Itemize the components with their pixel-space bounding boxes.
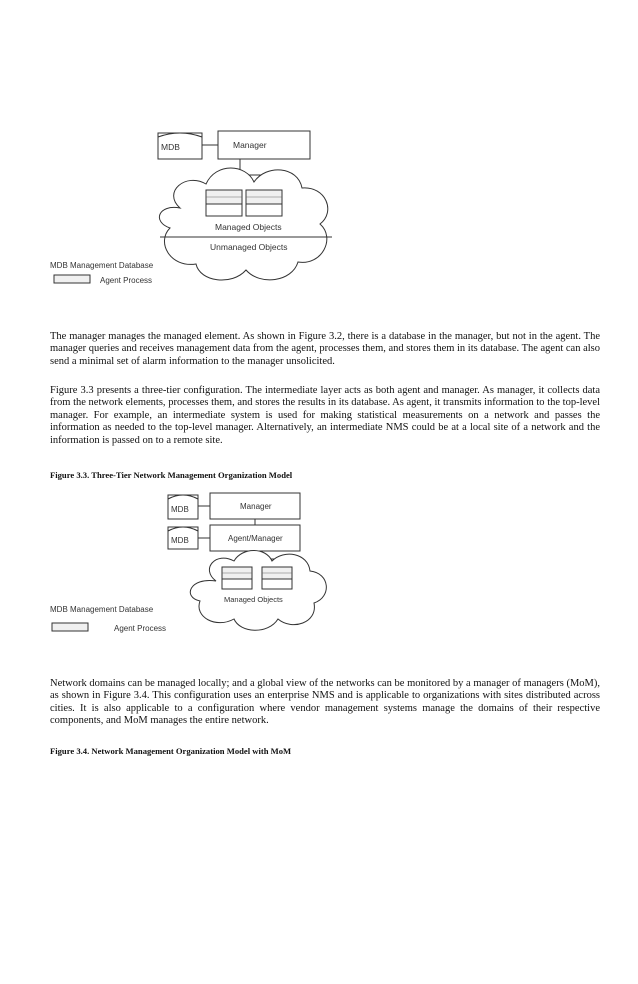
mdb-label: MDB — [171, 536, 189, 545]
body-paragraph: Figure 3.3 presents a three-tier configuration. The intermediate layer acts as both agent and manager. As manager, it collects data from the network elements, processes them, and stores the results in its database. As agent, it transmits information to the top-level manager. For example, an intermediate system is used for making statistical measurements on a network and passes the information as needed to the top-level manager. Alternatively, an intermediate NMS could be at a local site of a network and the information is passed on to a remote site. — [50, 385, 600, 446]
figure-caption: Figure 3.4. Network Management Organization Model with MoM — [50, 746, 292, 756]
figure-caption: Figure 3.3. Three-Tier Network Management Organization Model — [50, 470, 293, 480]
figure-three-tier-diagram — [40, 485, 340, 645]
mdb-label: MDB — [161, 142, 180, 152]
body-paragraph: The manager manages the managed element. As shown in Figure 3.2, there is a database in the manager, but not in the agent. The manager queries and receives management data from the agent, processes them, and stores them in its database. The agent can also send a minimal set of alarm information to the manager unsolicited. — [50, 331, 600, 367]
legend-agent-swatch — [54, 275, 90, 283]
manager-label: Manager — [240, 502, 272, 511]
managed-objects-label: Managed Objects — [215, 222, 282, 232]
agent-process-icon — [246, 190, 282, 216]
legend-agent-swatch — [52, 623, 88, 631]
body-paragraph: Network domains can be managed locally; and a global view of the networks can be monitored by a manager of managers (MoM), as shown in Figure 3.4. This configuration uses an enterprise NMS and is applicable to organizations with sites distributed across cities. It is also applicable to a configuration where vendor management systems manage the domains of their respective components, and MoM manages the entire network. — [50, 678, 600, 727]
legend-mdb-text: MDB Management Database — [50, 605, 154, 614]
agent-process-icon — [222, 567, 252, 589]
figure-two-tier-diagram — [40, 120, 340, 305]
network-cloud — [190, 551, 326, 631]
agent-process-icon — [206, 190, 242, 216]
manager-label: Manager — [233, 140, 267, 150]
managed-objects-label: Managed Objects — [224, 595, 283, 604]
legend-agent-text: Agent Process — [114, 624, 167, 633]
legend-agent-text: Agent Process — [100, 276, 153, 285]
legend-mdb-text: MDB Management Database — [50, 261, 154, 270]
agent-manager-label: Agent/Manager — [228, 534, 283, 543]
agent-process-icon — [262, 567, 292, 589]
mdb-label: MDB — [171, 505, 189, 514]
unmanaged-objects-label: Unmanaged Objects — [210, 242, 288, 252]
